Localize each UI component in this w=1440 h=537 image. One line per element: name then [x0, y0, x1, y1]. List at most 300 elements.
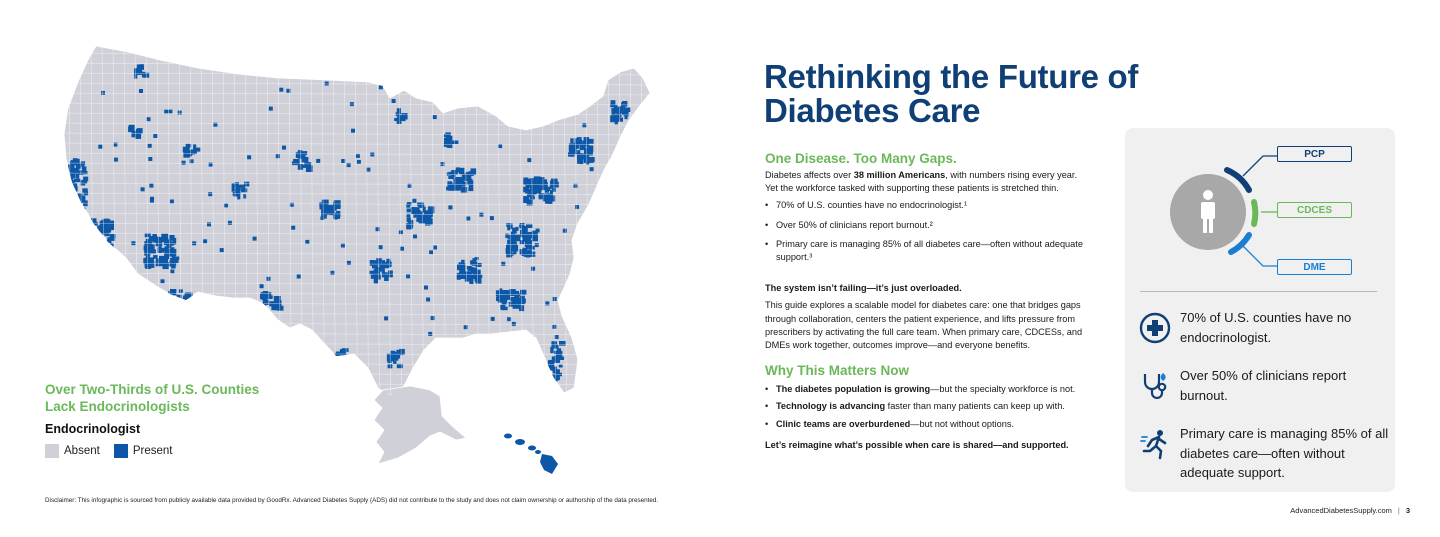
present-county	[63, 216, 68, 222]
footer-site: AdvancedDiabetesSupply.com	[1290, 506, 1392, 515]
present-county	[531, 267, 535, 271]
present-county	[247, 155, 251, 159]
present-county	[170, 303, 175, 309]
present-county	[86, 247, 93, 251]
present-county	[544, 179, 547, 184]
present-county	[435, 88, 439, 92]
present-county	[99, 230, 105, 235]
present-county	[76, 197, 83, 201]
present-county	[84, 178, 88, 183]
present-county	[100, 255, 106, 262]
medical-cross-icon	[1139, 311, 1171, 345]
present-county	[426, 215, 430, 220]
present-county	[150, 197, 154, 201]
present-county	[611, 100, 616, 107]
present-county	[165, 255, 168, 259]
footer-separator: |	[1397, 506, 1400, 515]
present-county	[174, 300, 180, 304]
present-county	[129, 125, 135, 132]
present-county	[168, 110, 172, 114]
present-county	[583, 238, 587, 242]
present-county	[86, 234, 90, 237]
present-county	[66, 193, 72, 200]
present-county	[316, 159, 320, 163]
present-county	[237, 194, 240, 200]
present-county	[110, 247, 115, 253]
present-county	[93, 242, 98, 248]
present-county	[65, 215, 70, 218]
present-county	[165, 240, 171, 244]
present-county	[589, 139, 594, 144]
present-county	[101, 91, 105, 95]
present-county	[335, 361, 340, 365]
present-county	[501, 262, 505, 266]
map-legend	[45, 444, 186, 458]
present-county	[149, 184, 153, 188]
us-county-map	[38, 38, 658, 483]
present-county	[479, 213, 483, 217]
article-body	[765, 150, 1085, 456]
present-county	[64, 201, 68, 205]
present-county	[408, 223, 413, 228]
present-county	[83, 309, 87, 313]
present-county	[69, 199, 74, 203]
present-county	[82, 213, 85, 218]
present-county	[63, 176, 66, 179]
present-county	[520, 240, 524, 244]
present-county	[577, 150, 580, 157]
present-county	[466, 217, 470, 221]
present-county	[64, 175, 67, 179]
present-county	[72, 174, 76, 179]
present-county	[570, 154, 575, 157]
present-county	[68, 212, 73, 215]
present-county	[106, 305, 110, 309]
present-county	[141, 187, 145, 191]
present-county	[537, 107, 541, 111]
present-county	[232, 183, 236, 189]
present-county	[87, 249, 93, 256]
present-county	[63, 180, 67, 186]
present-county	[71, 215, 76, 218]
present-county	[587, 159, 594, 163]
present-county	[108, 350, 112, 354]
present-county	[433, 115, 437, 119]
present-county	[73, 210, 80, 214]
running-person-icon	[1139, 427, 1171, 461]
present-county	[89, 241, 92, 245]
present-county	[426, 298, 430, 302]
present-county	[469, 185, 473, 189]
present-county	[345, 364, 349, 368]
present-county	[71, 207, 74, 212]
present-county	[356, 154, 360, 158]
present-county	[213, 123, 217, 127]
present-county	[82, 208, 86, 215]
present-county	[397, 364, 403, 368]
present-county	[95, 252, 100, 257]
legend-item-absent	[45, 444, 100, 458]
present-county	[584, 137, 590, 141]
present-county	[80, 213, 87, 219]
present-county	[559, 341, 566, 346]
present-county	[527, 243, 530, 250]
present-county	[406, 274, 410, 278]
hawaii-shape	[504, 434, 558, 475]
present-county	[271, 305, 275, 310]
present-county	[554, 369, 560, 373]
present-county	[75, 205, 80, 208]
present-county	[520, 290, 526, 295]
present-county	[582, 123, 586, 127]
present-county	[102, 221, 108, 226]
present-county	[100, 244, 106, 250]
present-county	[82, 188, 87, 192]
intro-paragraph	[765, 169, 1085, 195]
present-county	[516, 227, 519, 231]
present-county	[152, 234, 157, 241]
alaska-shape	[374, 386, 466, 464]
present-county	[333, 365, 338, 371]
present-county	[142, 72, 145, 77]
present-county	[170, 236, 174, 240]
present-county	[347, 261, 351, 265]
present-county	[170, 247, 174, 251]
present-county	[530, 196, 535, 200]
present-county	[551, 341, 557, 346]
present-county	[182, 306, 188, 312]
map-title: Over Two-Thirds of U.S. Counties Lack Endocrinologists	[45, 382, 260, 414]
present-county	[74, 159, 79, 163]
present-county	[209, 163, 213, 167]
section-title-why-now: Why This Matters Now	[765, 363, 910, 379]
pcp-connector	[1243, 156, 1277, 176]
intro-text-end: , with numbers rising every year. Yet the workforce tasked with supporting these patients is stretched thin.	[765, 170, 1078, 194]
present-county	[309, 347, 313, 351]
gaps-bullet: • 70% of U.S. counties have no endocrinologist.¹	[765, 199, 1085, 212]
present-county	[512, 322, 516, 326]
present-county	[514, 296, 519, 300]
present-county	[472, 258, 476, 264]
present-county	[71, 214, 76, 217]
present-county	[449, 172, 456, 176]
present-county	[529, 114, 533, 118]
present-county	[458, 180, 461, 187]
present-county	[588, 212, 592, 216]
present-county	[339, 352, 345, 355]
present-county	[103, 251, 108, 258]
present-county	[535, 243, 539, 247]
present-county	[382, 272, 385, 278]
present-county	[179, 302, 185, 308]
gaps-bullet-list	[765, 199, 1085, 264]
present-county	[520, 90, 524, 94]
present-county	[512, 235, 517, 238]
present-county	[63, 211, 67, 217]
present-county	[545, 198, 551, 203]
present-county	[86, 245, 90, 252]
present-county	[460, 101, 464, 105]
present-county	[445, 132, 450, 138]
present-county	[78, 210, 83, 217]
present-county	[106, 228, 112, 233]
present-county	[476, 278, 482, 284]
care-team-graphic	[1125, 128, 1395, 278]
present-county	[78, 211, 83, 217]
present-county	[207, 222, 211, 226]
present-county	[341, 356, 347, 360]
present-county	[347, 163, 351, 167]
present-county	[253, 237, 257, 241]
intro-text-start: Diabetes affects over	[765, 170, 854, 180]
present-county	[540, 177, 545, 182]
present-county	[103, 244, 110, 251]
tag-dme: DME	[1277, 259, 1352, 275]
present-county	[279, 88, 283, 92]
present-county	[153, 134, 157, 138]
present-county	[448, 205, 452, 209]
why-now-bullet-bold: Technology is advancing	[776, 401, 886, 412]
present-county	[466, 172, 470, 175]
why-now-bullet-list	[765, 383, 1085, 431]
present-county	[86, 240, 90, 245]
present-county	[74, 213, 78, 217]
present-county	[303, 157, 306, 161]
present-county	[235, 182, 239, 187]
present-county	[511, 232, 515, 235]
present-county	[145, 233, 151, 237]
present-county	[176, 302, 183, 307]
present-county	[74, 179, 80, 183]
legend-heading: Endocrinologist	[45, 422, 141, 436]
why-now-bullet-rest: —but not without options.	[910, 418, 1014, 429]
present-county	[552, 325, 556, 329]
present-county	[92, 253, 99, 260]
disclaimer: Disclaimer: This infographic is sourced from publicly available data provided by GoodRx. Advanced Diabetes Supply (ADS) did not contribute to the study and does not claim ownership or authorship of the data presented.	[45, 497, 659, 504]
present-county	[86, 236, 93, 241]
panel-divider	[1140, 291, 1377, 292]
present-county	[86, 242, 93, 249]
why-now-bullet	[765, 400, 1085, 413]
present-county	[79, 215, 85, 221]
present-county	[107, 245, 111, 251]
present-county	[67, 177, 70, 183]
present-county	[64, 178, 70, 184]
system-subhead: The system isn’t failing—it’s just overloaded.	[765, 283, 962, 294]
present-county	[99, 242, 104, 249]
present-county	[459, 168, 465, 175]
gaps-bullet: • Primary care is managing 85% of all diabetes care—often without adequate support.³	[765, 238, 1085, 264]
why-now-bullet-bold: Clinic teams are overburdened	[776, 418, 911, 429]
present-county	[290, 203, 294, 207]
present-county	[331, 357, 337, 362]
present-county	[376, 227, 380, 231]
present-county	[170, 200, 174, 204]
present-county	[89, 248, 95, 254]
present-county	[139, 89, 143, 93]
present-county	[469, 279, 473, 284]
present-county	[335, 357, 339, 361]
present-county	[62, 200, 67, 205]
present-county	[509, 289, 516, 296]
present-county	[91, 236, 95, 239]
present-county	[459, 269, 465, 274]
present-county	[222, 348, 226, 352]
present-county	[134, 334, 138, 338]
present-county	[569, 147, 573, 152]
present-county	[269, 107, 273, 111]
present-county	[177, 301, 183, 308]
present-county	[521, 229, 525, 235]
present-county	[578, 228, 582, 232]
present-county	[424, 210, 430, 215]
present-county	[588, 220, 592, 224]
present-county	[89, 246, 96, 250]
present-county	[526, 253, 530, 258]
present-county	[601, 83, 605, 87]
present-county	[86, 240, 92, 247]
present-county	[224, 203, 228, 207]
present-county	[260, 284, 264, 288]
present-county	[190, 159, 194, 163]
present-county	[85, 221, 90, 226]
present-county	[545, 187, 551, 191]
present-county	[292, 161, 298, 165]
present-county	[357, 160, 361, 164]
why-now-bullet	[765, 383, 1085, 396]
present-county	[87, 223, 91, 227]
present-county	[69, 180, 75, 185]
present-county	[322, 200, 329, 206]
present-county	[172, 257, 178, 263]
present-county	[66, 205, 70, 212]
present-county	[465, 177, 470, 182]
present-county	[407, 209, 412, 213]
present-county	[351, 129, 355, 133]
present-county	[99, 240, 103, 245]
present-county	[146, 239, 151, 243]
present-county	[105, 247, 111, 253]
present-county	[275, 305, 282, 311]
present-county	[491, 317, 495, 321]
present-county	[582, 140, 589, 146]
present-county	[229, 345, 233, 349]
present-county	[220, 248, 224, 252]
tag-pcp: PCP	[1277, 146, 1352, 162]
present-county	[333, 367, 339, 373]
present-county	[94, 236, 99, 239]
present-county	[114, 158, 118, 162]
present-county	[82, 282, 86, 286]
present-county	[608, 312, 612, 316]
present-county	[182, 305, 187, 308]
present-county	[228, 221, 232, 225]
present-county	[407, 217, 411, 222]
present-county	[90, 223, 93, 227]
present-county	[148, 157, 152, 161]
stats-panel	[1125, 128, 1395, 492]
present-county	[63, 214, 68, 220]
present-county	[241, 315, 245, 319]
present-county	[392, 99, 396, 103]
present-county	[379, 245, 383, 249]
present-county	[448, 181, 453, 186]
present-county	[624, 111, 629, 116]
present-county	[457, 276, 461, 280]
present-county	[412, 207, 418, 214]
present-county	[620, 118, 624, 122]
present-county	[67, 184, 70, 188]
present-county	[186, 302, 190, 307]
present-county	[577, 158, 581, 164]
present-county	[208, 192, 212, 196]
present-county	[424, 286, 428, 290]
present-county	[515, 303, 519, 306]
present-county	[370, 153, 374, 157]
present-county	[298, 164, 303, 170]
legend-swatch-present	[114, 444, 128, 458]
present-county	[473, 271, 480, 274]
present-county	[99, 247, 106, 253]
present-county	[64, 198, 71, 203]
present-county	[63, 165, 68, 169]
why-now-bullet-bold: The diabetes population is growing	[776, 384, 931, 395]
present-county	[374, 278, 378, 284]
present-county	[330, 360, 336, 365]
present-county	[539, 195, 544, 199]
present-county	[469, 348, 473, 352]
present-county	[183, 305, 189, 312]
present-county	[379, 85, 383, 89]
us-map-svg	[38, 38, 658, 483]
present-county	[393, 361, 396, 365]
cdces-arc	[1254, 202, 1255, 224]
present-county	[600, 355, 604, 359]
present-county	[413, 234, 417, 238]
present-county	[250, 353, 254, 357]
present-county	[98, 249, 103, 253]
present-county	[244, 182, 249, 187]
care-team-svg	[1125, 128, 1395, 278]
present-county	[182, 161, 186, 165]
tag-cdces: CDCES	[1277, 202, 1352, 218]
present-county	[563, 229, 567, 233]
stat-text: Over 50% of clinicians report burnout.	[1180, 368, 1347, 403]
present-county	[468, 267, 474, 272]
guide-paragraph: This guide explores a scalable model for diabetes care: one that bridges gaps through collaboration, centers the patient experience, and lifts pressure from prescribers by activating the full care team. When primary care, CDCESs, and DMEs work together, outcomes improve—and everyone benefits.	[765, 300, 1083, 351]
dme-connector	[1243, 246, 1277, 266]
present-county	[276, 154, 280, 158]
present-county	[501, 307, 508, 311]
present-county	[241, 188, 245, 192]
present-county	[551, 196, 555, 202]
present-county	[92, 229, 98, 236]
present-county	[88, 223, 93, 228]
page-footer	[1290, 506, 1410, 515]
present-county	[331, 367, 338, 371]
legend-item-present	[114, 444, 173, 458]
present-county	[570, 138, 573, 143]
present-county	[70, 217, 73, 223]
present-county	[344, 355, 351, 362]
gaps-bullet: • Over 50% of clinicians report burnout.²	[765, 219, 1085, 232]
intro-text-bold: 38 million Americans	[853, 170, 946, 180]
present-county	[63, 164, 67, 171]
present-county	[536, 229, 540, 233]
present-county	[509, 249, 514, 252]
section-title-gaps: One Disease. Too Many Gaps.	[765, 151, 957, 166]
present-county	[490, 216, 494, 220]
